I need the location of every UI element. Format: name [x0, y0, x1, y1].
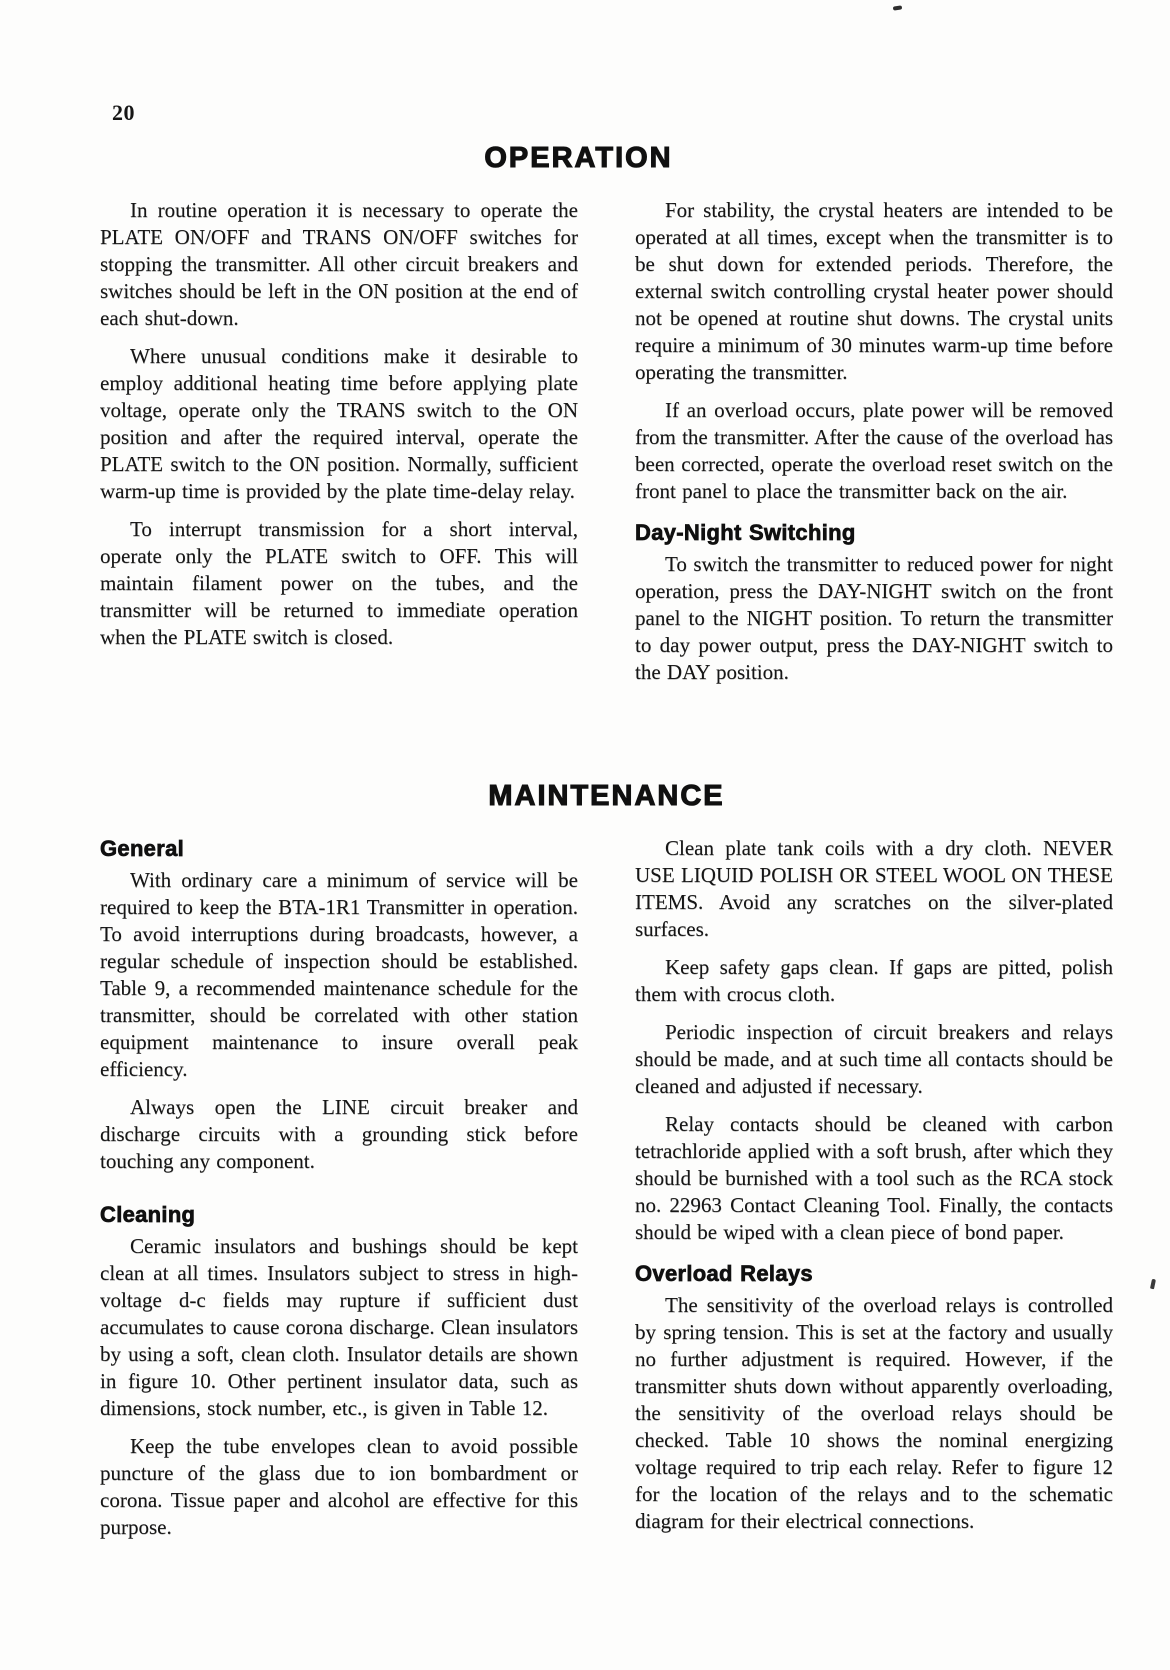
paragraph: In routine operation it is necessary to operate the PLATE ON/OFF and TRANS ON/OFF switches for stopping the transmitter. All other circuit breakers and switches should be left in the ON position at the end of each shut-down. [100, 198, 578, 330]
paragraph: Keep the tube envelopes clean to avoid possible puncture of the glass due to ion bombardment or corona. Tissue paper and alcohol are effective for this purpose. [100, 1434, 578, 1539]
paragraph: Relay contacts should be cleaned with carbon tetrachloride applied with a soft brush, after which they should be burnished with a tool such as the RCA stock no. 22963 Contact Cleaning Tool. Finally, the contacts should be wiped with a clean piece of bond paper. [635, 1112, 1113, 1244]
paragraph: To interrupt transmission for a short interval, operate only the PLATE switch to OFF. This will maintain filament power on the tubes, and the transmitter will be returned to immediate operation when the PLATE switch is closed. [100, 517, 578, 649]
paragraph: Where unusual conditions make it desirable to employ additional heating time before applying plate voltage, operate only the TRANS switch to the ON position and after the required interval, operate the PLATE switch to the ON position. Normally, sufficient warm-up time is provided by the plate time-delay relay. [100, 344, 578, 503]
paragraph: Always open the LINE circuit breaker and discharge circuits with a grounding stick before touching any component. [100, 1095, 578, 1173]
maintenance-right-column [635, 835, 1113, 1552]
operation-columns [100, 197, 1113, 697]
operation-right-column [635, 197, 1113, 697]
paragraph: Clean plate tank coils with a dry cloth. NEVER USE LIQUID POLISH OR STEEL WOOL ON THESE ITEMS. Avoid any scratches on the silver-plated surfaces. [635, 836, 1113, 941]
operation-section [100, 140, 1113, 697]
paragraph: Keep safety gaps clean. If gaps are pitted, polish them with crocus cloth. [635, 955, 1113, 1006]
scan-speck-right-margin [1150, 1279, 1156, 1290]
paragraph: For stability, the crystal heaters are intended to be operated at all times, except when the transmitter is to be shut down for extended periods. Therefore, the external switch controlling crystal heater power should not be opened at routine shut downs. The crystal units require a minimum of 30 minutes warm-up time before operating the transmitter. [635, 198, 1113, 384]
operation-title [100, 140, 1113, 176]
maintenance-columns [100, 835, 1113, 1552]
scan-speck-top [893, 5, 902, 10]
maintenance-section [100, 778, 1113, 1552]
operation-left-column [100, 197, 578, 697]
overload-relays-heading: Overload Relays [635, 1261, 813, 1286]
operation-title-text: OPERATION [484, 142, 673, 174]
general-heading: General [100, 836, 185, 861]
paragraph: To switch the transmitter to reduced power for night operation, press the DAY-NIGHT switch on the front panel to the NIGHT position. To return the transmitter to day power output, press the DAY-NIGHT switch to the DAY position. [635, 552, 1113, 684]
maintenance-title: MAINTENANCE [488, 780, 725, 812]
paragraph: If an overload occurs, plate power will be removed from the transmitter. After the cause of the overload has been corrected, operate the overload reset switch on the front panel to place the transmitter back on the air. [635, 398, 1113, 503]
paragraph: Ceramic insulators and bushings should be kept clean at all times. Insulators subject to stress in high-voltage d-c fields may rupture if sufficient dust accumulates to cause corona discharge. Clean insulators by using a soft, clean cloth. Insulator details are shown in figure 10. Other pertinent insulator data, such as dimensions, stock number, etc., is given in Table 12. [100, 1234, 578, 1420]
paragraph: Periodic inspection of circuit breakers and relays should be made, and at such time all contacts should be cleaned and adjusted if necessary. [635, 1020, 1113, 1098]
day-night-switching-heading: Day-Night Switching [635, 520, 856, 545]
paragraph: The sensitivity of the overload relays is controlled by spring tension. This is set at the factory and usually no further adjustment is required. However, if the transmitter shuts down without apparently overloading, the sensitivity of the overload relays should be checked. Table 10 shows the nominal energizing voltage required to trip each relay. Refer to figure 12 for the location of the relays and to the schematic diagram for their electrical connections. [635, 1293, 1113, 1533]
page-number: 20 [112, 100, 135, 125]
cleaning-heading: Cleaning [100, 1202, 196, 1227]
paragraph: With ordinary care a minimum of service will be required to keep the BTA-1R1 Transmitter in operation. To avoid interruptions during broadcasts, however, a regular schedule of inspection should be established. Table 9, a recommended maintenance schedule for the transmitter, should be correlated with other station equipment maintenance to insure overall peak efficiency. [100, 868, 578, 1081]
maintenance-left-column [100, 835, 578, 1552]
